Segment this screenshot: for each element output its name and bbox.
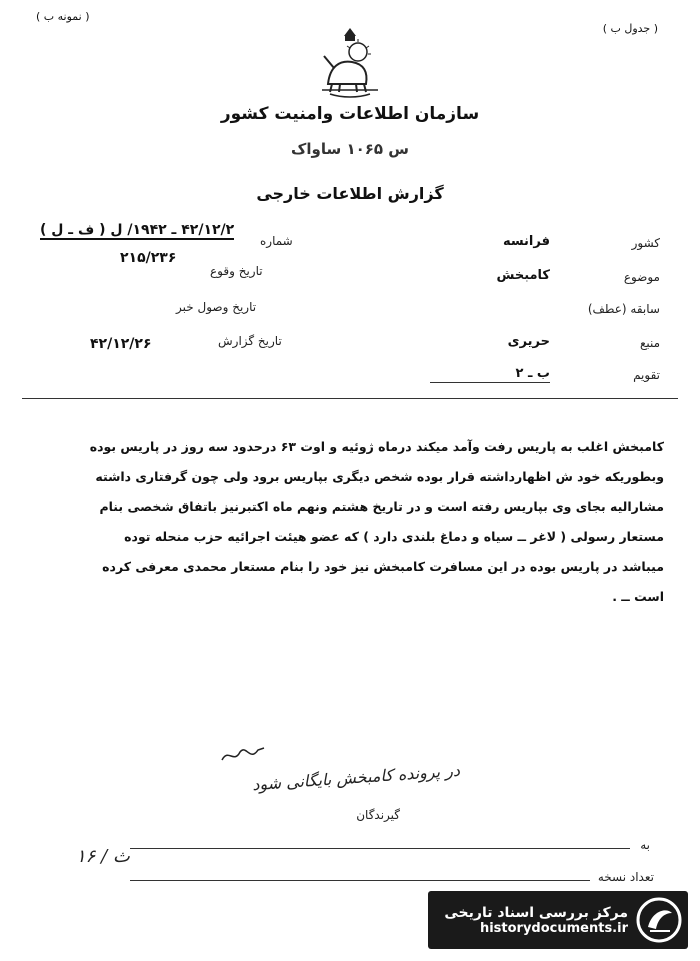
lion-and-sun-emblem-icon [318,26,382,98]
table-note: ( جدول ب ) [602,22,658,35]
source-label: منبع [639,336,660,350]
handwritten-filing-note: در پرونده کامبخش بایگانی شود [251,760,461,795]
body-line: مشارالیه بجای وی بپاریس رفته است و در تاریخ هشتم ونهم ماه اکتبرنیز باتفاق شخصی بنام [99,499,664,514]
report-date-value: ۴۲/۱۲/۲۶ [90,336,152,352]
watermark-url: historydocuments.ir [479,920,628,936]
copies-rule [130,880,590,881]
background-label: سابقه (عطف) [587,302,660,316]
country-value: فرانسه [502,234,550,249]
archive-logo-icon [636,897,682,943]
organization-name: سازمان اطلاعات وامنیت کشور [220,104,480,124]
number-value: ۴۲/۱۲/۲ ـ ۱۹۴۲/ ل ( ف ـ ل ) [40,222,235,238]
body-line: کامبخش اغلب به پاریس رفت وآمد میکند درماه ژوئیه و اوت ۶۳ درحدود سه روز در پاریس بوده [89,439,664,454]
handwritten-initials: ث / ۱۶ [76,846,130,867]
body-line: است ــ . [612,589,664,604]
copies-label: تعداد نسخه [597,870,654,884]
evaluation-rule [430,382,550,383]
receivers-label: گیرندگان [356,808,400,822]
occurrence-date-label: تاریخ وقوع [210,264,263,278]
body-line: مستعار رسولی ( لاغر ــ سیاه و دماغ بلندی دارد ) که عضو هیئت اجرائیه حزب منحله توده [124,529,664,544]
watermark-title: مرکز بررسی اسناد تاریخی [444,904,628,921]
archive-watermark [428,891,688,949]
to-label: به [640,838,650,852]
country-label: کشور [631,236,660,250]
report-title: گزارش اطلاعات خارجی [256,184,444,203]
source-value: حریری [507,334,550,349]
number-label: شماره [260,234,293,248]
initials-scribble-icon [220,744,266,766]
receipt-date-label: تاریخ وصول خبر [176,300,257,314]
evaluation-value: ب ـ ۲ [515,366,550,381]
body-line: وبطوریکه خود ش اظهارداشته قرار بوده شخص دیگری بپاریس برود ولی چون گرفتاری داشته [95,469,664,484]
sample-note: ( نمونه ب ) [36,10,90,23]
occurrence-date-value: ۲۱۵/۲۳۶ [120,250,177,266]
evaluation-label: تقویم [633,368,660,382]
subject-value: کامبخش [496,268,550,283]
header-divider [22,398,678,399]
to-rule [130,848,630,849]
subject-label: موضوع [623,270,660,284]
body-line: میباشد در پاریس بوده در این مسافرت کامبخش نیز خود را بنام مستعار محمدی معرفی کرده [102,559,664,574]
reference-stamp: س ۱۰۶۵ ساواک [291,140,409,158]
report-date-label: تاریخ گزارش [218,334,282,348]
